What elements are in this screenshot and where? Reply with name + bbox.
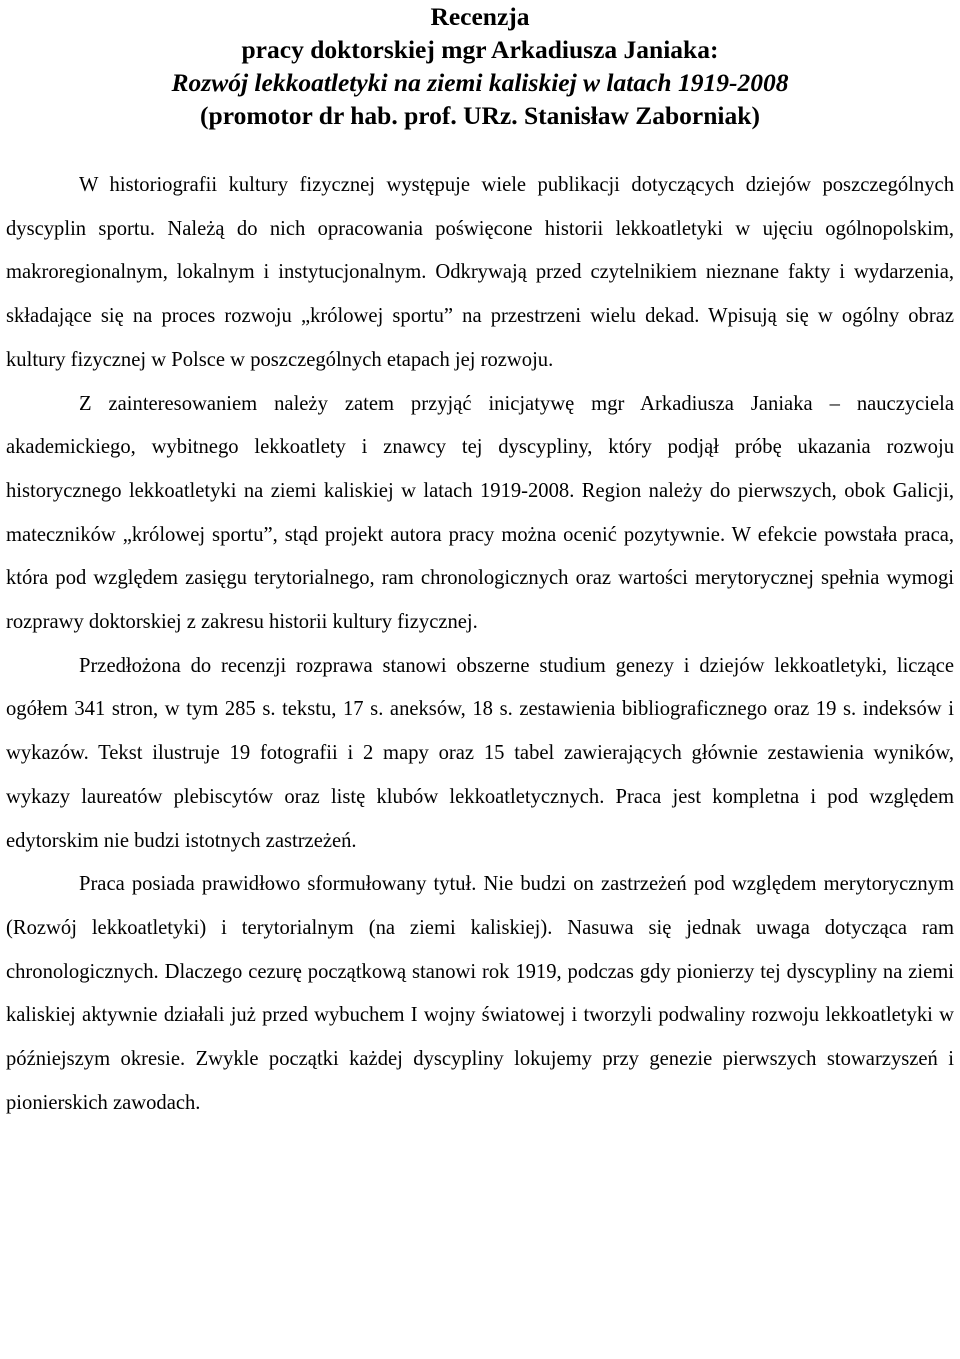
document-body bbox=[6, 164, 954, 1125]
document-subject: pracy doktorskiej mgr Arkadiusza Janiaka: bbox=[241, 35, 719, 64]
paragraph: W historiografii kultury fizycznej występuje wiele publikacji dotyczących dziejów poszczególnych dyscyplin sportu. Należą do nich opracowania poświęcone historii lekkoatletyki w ujęciu ogólnopolskim, makroregionalnym, lokalnym i instytucjonalnym. Odkrywają przed czytelnikiem nieznane fakty i wydarzenia, składające się na proces rozwoju „królowej sportu” na przestrzeni wielu dekad. Wpisują się w ogólny obraz kultury fizycznej w Polsce w poszczególnych etapach jej rozwoju. bbox=[6, 174, 954, 371]
thesis-title: Rozwój lekkoatletyki na ziemi kaliskiej w latach 1919-2008 bbox=[171, 68, 789, 97]
document-header bbox=[6, 0, 954, 132]
document-title: Recenzja bbox=[430, 2, 530, 31]
paragraph: Z zainteresowaniem należy zatem przyjąć inicjatywę mgr Arkadiusza Janiaka – nauczyciela akademickiego, wybitnego lekkoatlety i znawcy tej dyscypliny, który podjął próbę ukazania rozwoju historycznego lekkoatletyki na ziemi kaliskiej w latach 1919-2008. Region należy do pierwszych, obok Galicji, mateczników „królowej sportu”, stąd projekt autora pracy można ocenić pozytywnie. W efekcie powstała praca, która pod względem zasięgu terytorialnego, ram chronologicznych oraz wartości merytorycznej spełnia wymogi rozprawy doktorskiej z zakresu historii kultury fizycznej. bbox=[6, 392, 954, 634]
paragraph: Praca posiada prawidłowo sformułowany tytuł. Nie budzi on zastrzeżeń pod względem merytorycznym (Rozwój lekkoatletyki) i terytorialnym (na ziemi kaliskiej). Nasuwa się jednak uwaga dotycząca ram chronologicznych. Dlaczego cezurę początkową stanowi rok 1919, podczas gdy pionierzy tej dyscypliny na ziemi kaliskiej aktywnie działali już przed wybuchem I wojny światowej i tworzyli podwaliny rozwoju lekkoatletyki w późniejszym okresie. Zwykle początki każdej dyscypliny lokujemy przy genezie pierwszych stowarzyszeń i pionierskich zawodach. bbox=[6, 873, 954, 1114]
promoter-line: (promotor dr hab. prof. URz. Stanisław Zaborniak) bbox=[200, 101, 760, 130]
paragraph: Przedłożona do recenzji rozprawa stanowi obszerne studium genezy i dziejów lekkoatletyki, liczące ogółem 341 stron, w tym 285 s. tekstu, 17 s. aneksów, 18 s. zestawienia bibliograficznego oraz 19 s. indeksów i wykazów. Tekst ilustruje 19 fotografii i 2 mapy oraz 15 tabel zawierających głównie zestawienia wyników, wykazy laureatów plebiscytów oraz listę klubów lekkoatletycznych. Praca jest kompletna i pod względem edytorskim nie budzi istotnych zastrzeżeń. bbox=[6, 654, 954, 852]
